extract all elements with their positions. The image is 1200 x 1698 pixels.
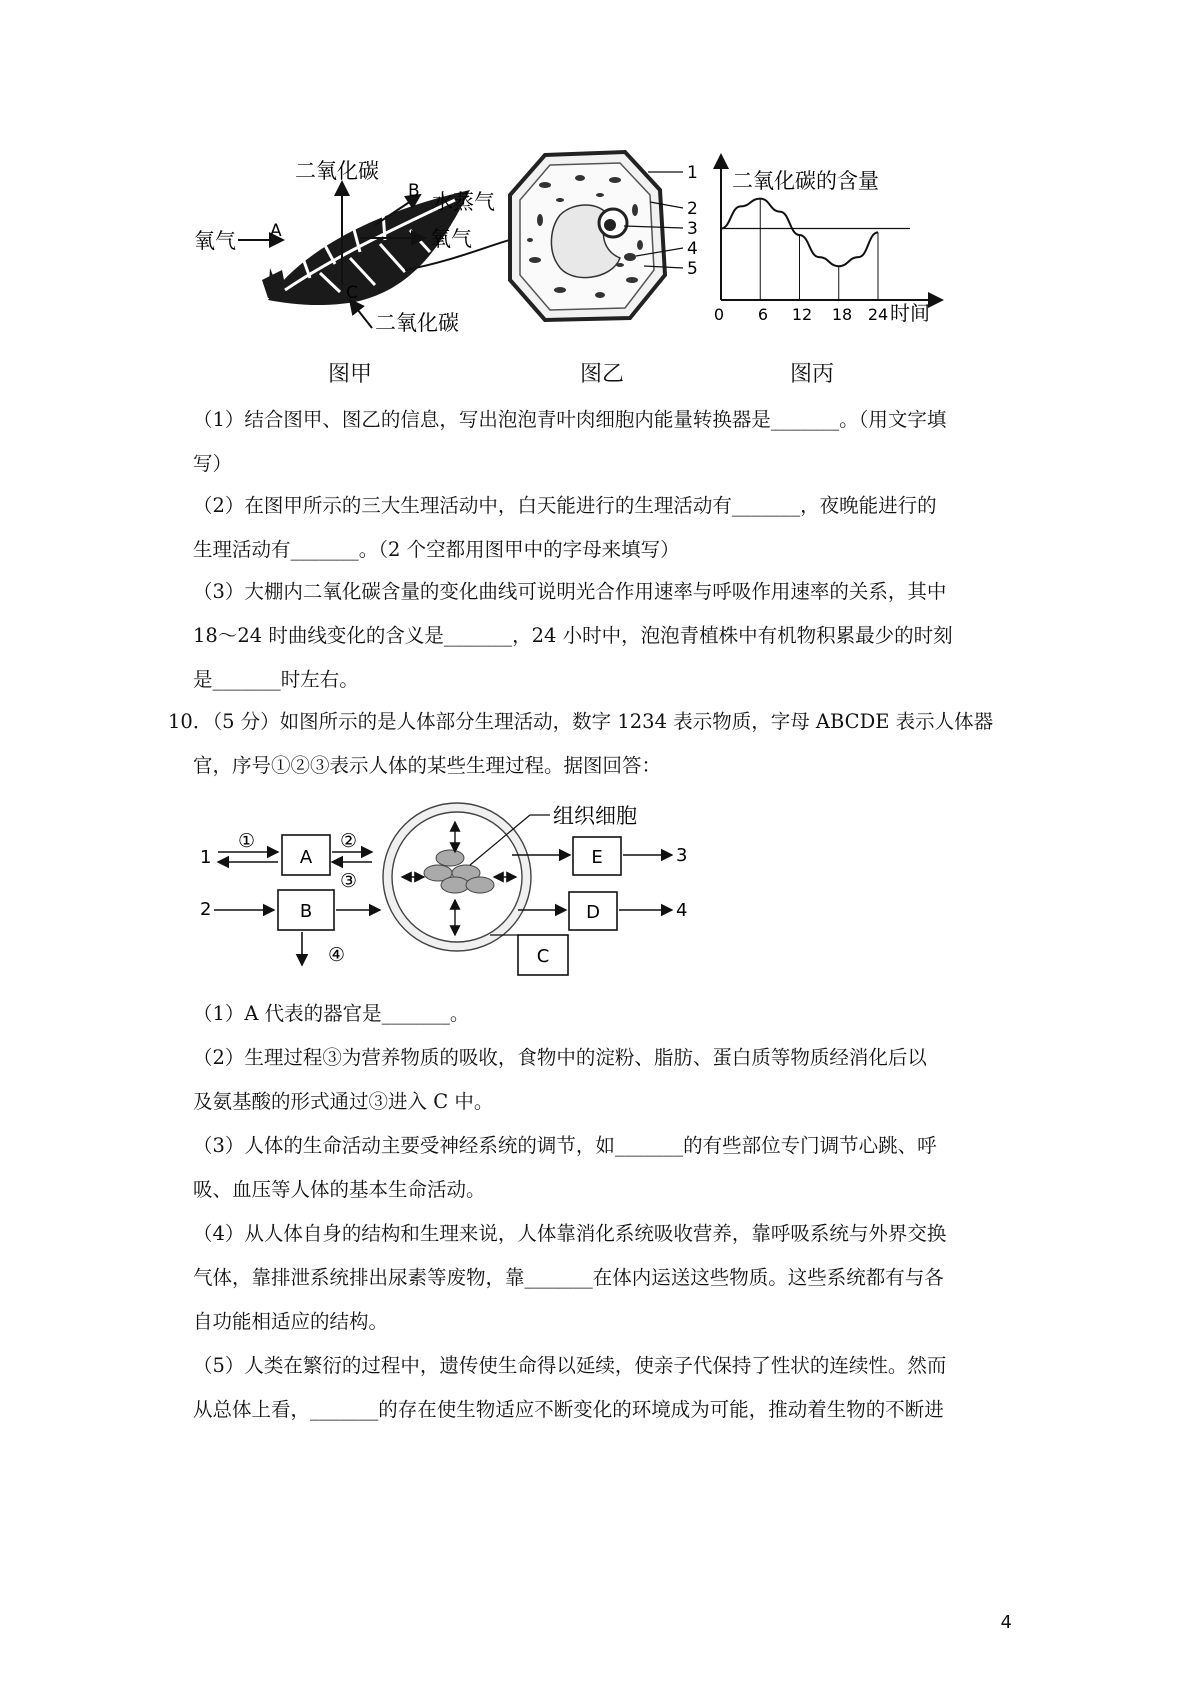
q10-sub1-line1: （1）A 代表的器官是_______。 bbox=[193, 1002, 470, 1025]
figure-yi bbox=[510, 152, 698, 320]
q10-sub2-line1: （2）生理过程③为营养物质的吸收，食物中的淀粉、脂肪、蛋白质等物质经消化后以 bbox=[193, 1046, 927, 1069]
q10-stem-line2: 官，序号①②③表示人体的某些生理过程。据图回答： bbox=[193, 754, 662, 777]
yi-number-2: 2 bbox=[687, 199, 698, 219]
chart-tick-12: 12 bbox=[791, 305, 813, 324]
chart-tick-0: 0 bbox=[713, 305, 725, 324]
q9-sub3-line1: （3）大棚内二氧化碳含量的变化曲线可说明光合作用速率与呼吸作用速率的关系，其中 bbox=[193, 580, 947, 603]
jia-co2-bottom: 二氧化碳 bbox=[375, 311, 459, 335]
figure-jia-caption: 图甲 bbox=[328, 362, 373, 387]
step-3: ③ bbox=[340, 870, 358, 892]
q10-sub5-line1: （5）人类在繁衍的过程中，遗传使生命得以延续，使亲子代保持了性状的连续性。然而 bbox=[193, 1354, 947, 1377]
chart-title: 二氧化碳的含量 bbox=[732, 169, 879, 193]
tissue-cell-label: 组织细胞 bbox=[553, 804, 637, 828]
figure-yi-caption: 图乙 bbox=[580, 362, 625, 387]
jia-co2-top: 二氧化碳 bbox=[295, 159, 379, 183]
q10-sub3-line2: 吸、血压等人体的基本生命活动。 bbox=[193, 1178, 486, 1201]
box-e-label: E bbox=[591, 847, 603, 868]
q9-sub1-line1: （1）结合图甲、图乙的信息，写出泡泡青叶肉细胞内能量转换器是_______。（用文字填 bbox=[193, 408, 947, 431]
step-4: ④ bbox=[328, 944, 346, 966]
box-a-label: A bbox=[299, 847, 313, 868]
q10-sub2-line2: 及氨基酸的形式通过③进入 C 中。 bbox=[193, 1090, 494, 1113]
figure-bing-caption: 图丙 bbox=[790, 362, 835, 387]
box-c-label: C bbox=[536, 946, 550, 967]
jia-o2-right: 氧气 bbox=[430, 227, 472, 251]
q10-sub4-line1: （4）从人体自身的结构和生理来说，人体靠消化系统吸收营养，靠呼吸系统与外界交换 bbox=[193, 1222, 947, 1245]
q10-sub4-line2: 气体，靠排泄系统排出尿素等废物，靠_______在体内运送这些物质。这些系统都有与各 bbox=[193, 1266, 944, 1289]
figure-jia bbox=[194, 159, 530, 335]
yi-number-1: 1 bbox=[687, 163, 698, 183]
page-number: 4 bbox=[1000, 1612, 1012, 1633]
jia-water-vapor: 水蒸气 bbox=[432, 190, 495, 214]
box-d-label: D bbox=[586, 902, 600, 923]
q9-sub3-line2: 18～24 时曲线变化的含义是_______，24 小时中，泡泡青植株中有机物积累最少的时刻 bbox=[193, 624, 953, 647]
q9-sub2-line2: 生理活动有_______。（2 个空都用图甲中的字母来填写） bbox=[193, 538, 680, 561]
num-1: 1 bbox=[200, 847, 212, 868]
figure-bing bbox=[714, 155, 942, 325]
step-2: ② bbox=[340, 830, 358, 852]
q10-stem-line1: 10．（5 分）如图所示的是人体部分生理活动，数字 1234 表示物质，字母 ABCDE 表示人体器 bbox=[168, 710, 994, 733]
yi-number-4: 4 bbox=[687, 239, 698, 259]
jia-label-a: A bbox=[270, 221, 282, 241]
jia-label-c: C bbox=[346, 283, 358, 303]
q9-sub2-line1: （2）在图甲所示的三大生理活动中，白天能进行的生理活动有_______，夜晚能进行的 bbox=[193, 494, 937, 517]
q10-sub3-line1: （3）人体的生命活动主要受神经系统的调节，如_______的有些部位专门调节心跳、呼 bbox=[193, 1134, 937, 1157]
yi-number-5: 5 bbox=[687, 259, 698, 279]
q10-diagram bbox=[0, 795, 1200, 995]
q10-sub5-line2: 从总体上看，_______的存在使生物适应不断变化的环境成为可能，推动着生物的不断进 bbox=[193, 1398, 944, 1421]
box-b-label: B bbox=[299, 901, 313, 922]
chart-tick-6: 6 bbox=[757, 305, 769, 324]
jia-label-b: B bbox=[408, 181, 420, 201]
yi-number-3: 3 bbox=[687, 219, 698, 239]
num-4: 4 bbox=[676, 900, 688, 921]
q9-sub1-line2: 写） bbox=[193, 452, 233, 475]
q10-sub4-line3: 自功能相适应的结构。 bbox=[193, 1310, 389, 1333]
num-3: 3 bbox=[676, 845, 688, 866]
num-2: 2 bbox=[200, 899, 212, 920]
figure-row bbox=[0, 140, 1200, 500]
chart-x-label: 时间 bbox=[890, 301, 930, 325]
jia-o2-left: 氧气 bbox=[194, 229, 236, 253]
step-1: ① bbox=[238, 830, 256, 852]
q9-sub3-line3: 是_______时左右。 bbox=[193, 668, 359, 691]
chart-tick-18: 18 bbox=[831, 305, 853, 324]
chart-tick-24: 24 bbox=[867, 305, 889, 324]
